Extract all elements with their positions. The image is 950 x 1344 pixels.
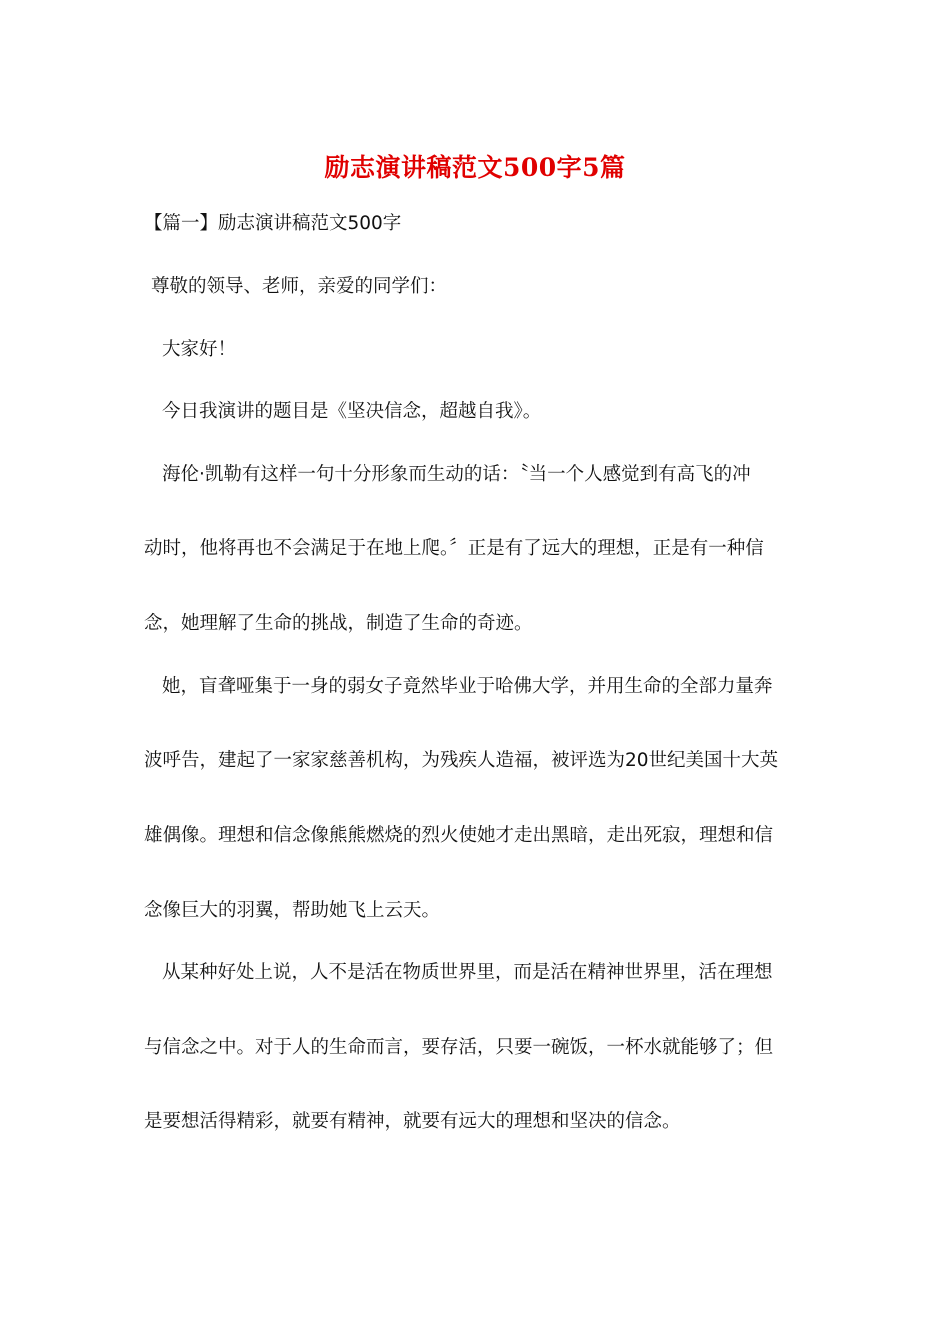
greeting: 大家好！ [162,339,237,360]
paragraph-line: 动时，他将再也不会满足于在地上爬。〞正是有了远大的理想，正是有一种信 [144,538,764,559]
paragraph-line: 念，她理解了生命的挑战，制造了生命的奇迹。 [144,613,533,634]
paragraph-line: 波呼告，建起了一家家慈善机构，为残疾人造福，被评选为20世纪美国十大英 [144,750,779,771]
paragraph-line: 念像巨大的羽翼，帮助她飞上云天。 [144,900,441,921]
paragraph-line: 与信念之中。对于人的生命而言，要存活，只要一碗饭，一杯水就能够了；但 [144,1037,774,1058]
paragraph-line: 海伦·凯勒有这样一句十分形象而生动的话：〝当一个人感觉到有高飞的冲 [162,464,751,485]
paragraph-line: 雄偶像。理想和信念像熊熊燃烧的烈火使她才走出黑暗，走出死寂，理想和信 [144,825,774,846]
section-heading: 【篇一】励志演讲稿范文500字 [144,213,402,234]
salutation: 尊敬的领导、老师，亲爱的同学们： [151,276,448,297]
document-title: 励志演讲稿范文500字5篇 [324,153,626,182]
speech-topic: 今日我演讲的题目是《坚决信念，超越自我》。 [162,401,542,422]
paragraph-line: 是要想活得精彩，就要有精神，就要有远大的理想和坚决的信念。 [144,1111,681,1132]
paragraph-line: 从某种好处上说，人不是活在物质世界里，而是活在精神世界里，活在理想 [162,962,773,983]
paragraph-line: 她，盲聋哑集于一身的弱女子竟然毕业于哈佛大学，并用生命的全部力量奔 [162,676,773,697]
